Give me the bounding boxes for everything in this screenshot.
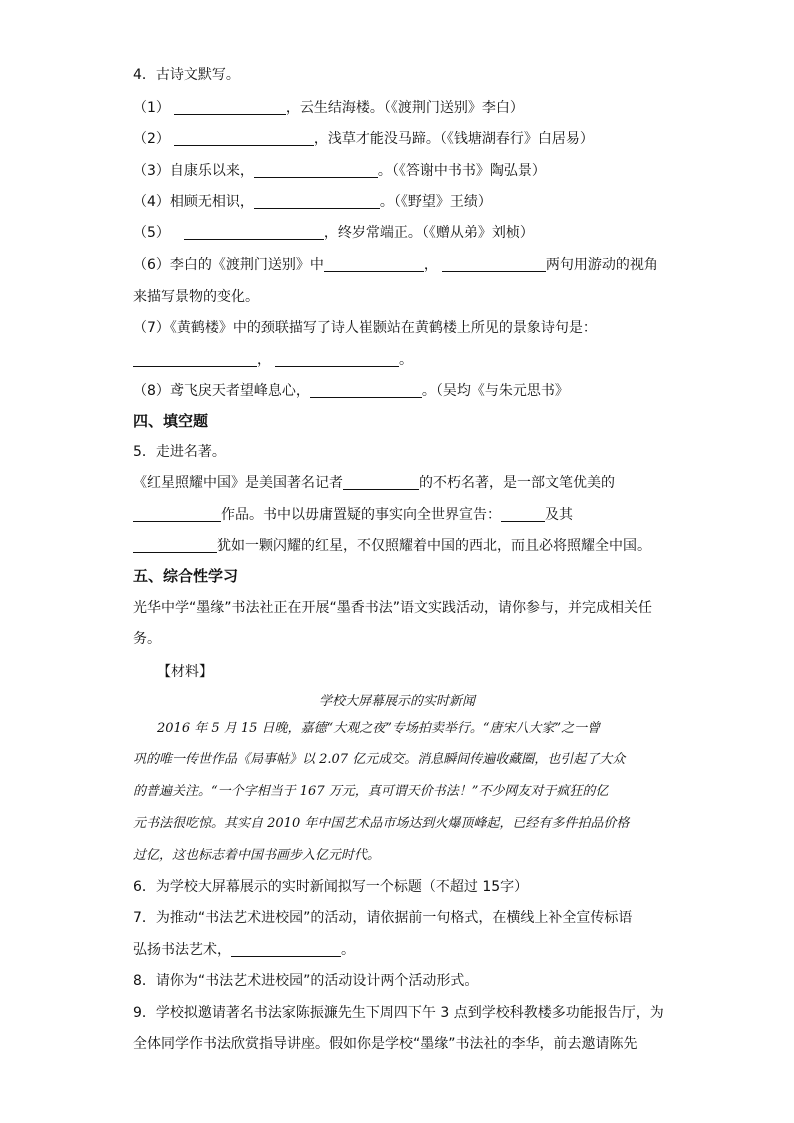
intro-line-2: 务。 bbox=[133, 631, 161, 647]
answer-blank[interactable] bbox=[254, 194, 380, 209]
answer-blank[interactable] bbox=[343, 475, 419, 490]
q5-line-3 bbox=[133, 537, 651, 555]
material-title: 学校大屏幕展示的实时新闻 bbox=[318, 694, 475, 709]
q5-text: 的不朽名著，是一部文笔优美的 bbox=[419, 475, 615, 491]
answer-blank[interactable] bbox=[133, 538, 217, 553]
q9-line-2: 全体同学作书法欣赏指导讲座。假如你是学校“墨缘”书法社的李华，前去邀请陈先 bbox=[133, 1036, 638, 1052]
answer-blank[interactable] bbox=[442, 257, 546, 272]
item-text: ，终岁常端正。（《赠从弟》刘桢） bbox=[323, 225, 534, 241]
q4-item-8 bbox=[133, 382, 569, 400]
answer-blank[interactable] bbox=[254, 163, 378, 178]
q4-item-1 bbox=[133, 99, 524, 117]
material-label: 【材料】 bbox=[157, 664, 213, 680]
item-number: （1） bbox=[133, 100, 170, 116]
q4-item-6-cont: 来描写景物的变化。 bbox=[133, 289, 259, 305]
q4-item-7: （7）《黄鹤楼》中的颈联描写了诗人崔颢站在黄鹤楼上所见的景象诗句是： bbox=[133, 320, 597, 336]
q4-item-3 bbox=[133, 162, 546, 180]
q5-text: 作品。书中以毋庸置疑的事实向全世界宣告： bbox=[221, 507, 501, 523]
q4-item-5 bbox=[133, 224, 534, 242]
item-text: ， bbox=[257, 352, 271, 368]
answer-blank[interactable] bbox=[275, 352, 399, 367]
q4-item-2 bbox=[133, 130, 594, 148]
q5-line-1 bbox=[133, 474, 615, 492]
item-text: （6）李白的《渡荆门送别》中 bbox=[133, 257, 324, 273]
q4-item-6 bbox=[133, 256, 658, 274]
answer-blank[interactable] bbox=[133, 507, 221, 522]
item-text: ，浅草才能没马蹄。（《钱塘湖春行》白居易） bbox=[313, 131, 594, 147]
answer-blank[interactable] bbox=[324, 257, 424, 272]
answer-blank[interactable] bbox=[231, 942, 341, 957]
q4-title: 4．古诗文默写。 bbox=[133, 67, 240, 83]
q8: 8．请你为“书法艺术进校园”的活动设计两个活动形式。 bbox=[133, 973, 479, 989]
q4-item-4 bbox=[133, 193, 492, 211]
item-text: （4）相顾无相识， bbox=[133, 194, 254, 210]
item-text: 。（吴均《与朱元思书》 bbox=[421, 383, 569, 399]
q7-line-2 bbox=[133, 941, 355, 959]
intro-line-1: 光华中学“墨缘”书法社正在开展“墨香书法”语文实践活动，请你参与，并完成相关任 bbox=[133, 600, 653, 616]
item-text: （8）鸢飞戾天者望峰息心， bbox=[133, 383, 310, 399]
answer-blank[interactable] bbox=[184, 225, 324, 240]
item-text: ，云生结海楼。（《渡荆门送别》李白） bbox=[285, 100, 524, 116]
item-text: 两句用游动的视角 bbox=[545, 257, 658, 273]
item-number: （5） bbox=[133, 225, 170, 241]
material-line: 2016 年 5 月 15 日晚，嘉德“大观之夜”专场拍卖举行。“唐宋八大家”之一曾 bbox=[157, 721, 601, 736]
answer-blank[interactable] bbox=[501, 507, 545, 522]
q5-text: 犹如一颗闪耀的红星，不仅照耀着中国的西北，而且必将照耀全中国。 bbox=[217, 538, 651, 554]
answer-blank[interactable] bbox=[133, 352, 257, 367]
q7-text: 。 bbox=[341, 942, 355, 958]
material-line: 巩的唯一传世作品《局事帖》以 2.07 亿元成交。消息瞬间传遍收藏圈，也引起了大众 bbox=[133, 752, 626, 767]
item-text: （3）自康乐以来， bbox=[133, 163, 254, 179]
item-text: 。 bbox=[399, 352, 413, 368]
q7-line-1: 7．为推动“书法艺术进校园”的活动，请依据前一句格式，在横线上补全宣传标语 bbox=[133, 910, 633, 926]
item-text: 。（《野望》王绩） bbox=[379, 194, 492, 210]
material-line: 元书法很吃惊。其实自 2010 年中国艺术品市场达到火爆顶峰起，已经有多件拍品价格 bbox=[133, 816, 630, 831]
q5-text: 《红星照耀中国》是美国著名记者 bbox=[133, 475, 343, 491]
item-number: （2） bbox=[133, 131, 170, 147]
answer-blank[interactable] bbox=[174, 131, 314, 146]
q6: 6．为学校大屏幕展示的实时新闻拟写一个标题（不超过 15字） bbox=[133, 879, 529, 895]
section-heading: 四、填空题 bbox=[133, 412, 209, 430]
q4-item-7-answers bbox=[133, 351, 413, 369]
q5-title: 5．走进名著。 bbox=[133, 444, 226, 460]
material-line: 的普遍关注。“一个字相当于 167 万元，真可谓天价书法！”不少网友对于疯狂的亿 bbox=[133, 784, 609, 799]
q5-text: 及其 bbox=[545, 507, 573, 523]
answer-blank[interactable] bbox=[310, 383, 422, 398]
q5-line-2 bbox=[133, 506, 573, 524]
item-text: 。（《答谢中书书》陶弘景） bbox=[377, 163, 546, 179]
section-heading: 五、综合性学习 bbox=[133, 567, 239, 585]
material-line: 过亿，这也标志着中国书画步入亿元时代。 bbox=[133, 848, 381, 863]
q9-line-1: 9．学校拟邀请著名书法家陈振濂先生下周四下午 3 点到学校科教楼多功能报告厅，为 bbox=[133, 1005, 664, 1021]
item-text: ， bbox=[423, 257, 438, 273]
q7-text: 弘扬书法艺术， bbox=[133, 942, 231, 958]
answer-blank[interactable] bbox=[174, 100, 286, 115]
